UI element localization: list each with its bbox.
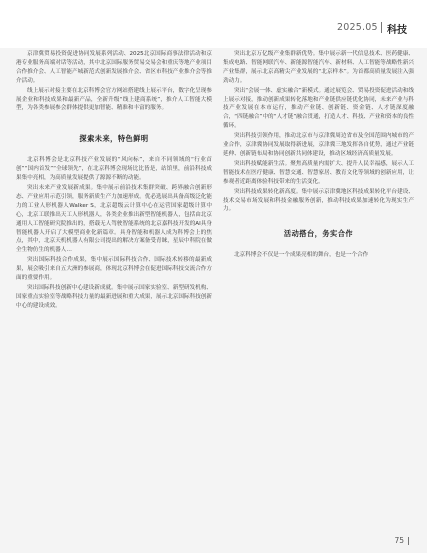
footer-divider	[408, 537, 409, 545]
page-header	[0, 0, 427, 50]
paragraph: 突出“会展一体、虚实融合”新模式。通过展览会、贸易投资促进活动和线上展示对接，推动创新成果转化落地和产业链供应链优化协同，未来产业与科技产业发展在本市运行，推动产业链、创新链、资金链、人才链深度融合，“四链融合”中的“人才链”融合贯通，打造人才、科技、产业和资本的良性循环。	[223, 87, 414, 130]
paragraph: 线上展示对接主要在北京科博会官方网站搭建线上展示平台，数字化呈现参展企业和科技成果和最新产品，全新升级“线上建商系统”，推介人工智能大模型，为各类参展参会群体提供更加智能、精准和丰富的服务。	[16, 87, 212, 112]
paragraph: 突出科技成果转化新高度。集中展示京津冀地区科技成果转化平台建设、技术交易市场发展和科技金融服务创新，推动科技成果加速转化为现实生产力。	[223, 188, 414, 213]
paragraph: 北京科博会不仅是一个成果亮相的舞台，也是一个合作	[234, 252, 369, 259]
paragraph: 突出未来产业发展新成果。集中展示前沿技术集群突破、跨界融合创新形态、产业应用示范引领，服务新质生产力加速形成。优必选展出具备高级泛化能力的工业人形机器人Walker S，北京超级云计算中心在运营国家超级计算中心，北京工联推出天工人形机器人，各类企业推出新型智能机器人，包括由北京通用人工智能研究院推出的，搭载无人驾驶智能系统的北京嘉科技开发的AI具身智能机器人开启了大模型商业化新篇章。具身智能和机器人成为科博会上的焦点，其中，北京天机机器人有限公司提出的解决方案备受青睐，星辰中科院在做全生物仿生的机器人…	[16, 184, 212, 254]
page-footer	[394, 536, 409, 545]
header-divider	[381, 22, 382, 33]
issue-date: 2025.05	[337, 22, 378, 33]
section-heading: 活动搭台，务实合作	[283, 229, 354, 239]
paragraph: 突出国际科技合作成果，集中展示国际科技合作、国际技术转移的最新成果，展会吸引来自五大洲的参展商，体现北京科博会在促进国际科技交流合作方面的重要作用。	[16, 257, 212, 282]
section-name: 科技	[387, 25, 407, 36]
paragraph: 北京科博会是北京科技产业发展的“风向标”，来自不同领域的“行业首创”“国内首发”“全球领先”，在北京科博会现场比比皆是，站馆里，前沿科技成果集中亮相，为高质量发展提供了源源不断的动能。	[16, 157, 212, 182]
right-column	[223, 50, 414, 261]
section-heading: 探索未来，特色鲜明	[79, 134, 149, 144]
paragraph: 突出北京万亿级产业集群新优势。集中展示新一代信息技术、医药健康、集成电路、智能网联汽车、新能源智能汽车、新材料、人工智能等战略性新兴产业集群，展示北京高精尖产业发展的“北京样本”。为首都高质量发展注入强劲动力。	[223, 51, 414, 84]
page-number: 75	[394, 536, 404, 545]
paragraph: 突出国际科技创新中心建设新成就。集中展示国家实验室、新型研发机构、国家重点实验室等战略科技力量的最新进展和重大成果，展示北京国际科技创新中心的建设成效。	[16, 284, 212, 309]
paragraph: 突出科技引领作用，推动北京市与京津冀周边省市及全国范围内城市的产业合作，京津冀协同发展取得新进展，京津冀三地发挥各自优势，通过产业链延伸、创新链布局和协同创新共同体建设，推动区域经济高质量发展。	[223, 133, 414, 157]
paragraph: 京津冀贸易投资促进协同发展系列活动、2025北京国际商事法律活动和京港专业服务高端对话等活动，其中北京国际服务贸易交易会和重庆等地产业项目合作推介会、人工智能产城新范式创新发展推介会、省区市科技产业推介会等推介活动。	[16, 51, 212, 84]
paragraph: 突出科技赋能新生活。聚焦高质量内需扩大、提升人民幸福感，展示人工智能技术在医疗健康、智慧交通、智慧家居、教育文化等领域的创新应用，让参观者近距离体验科技带来的生活变化。	[223, 160, 414, 185]
left-column	[16, 50, 212, 312]
